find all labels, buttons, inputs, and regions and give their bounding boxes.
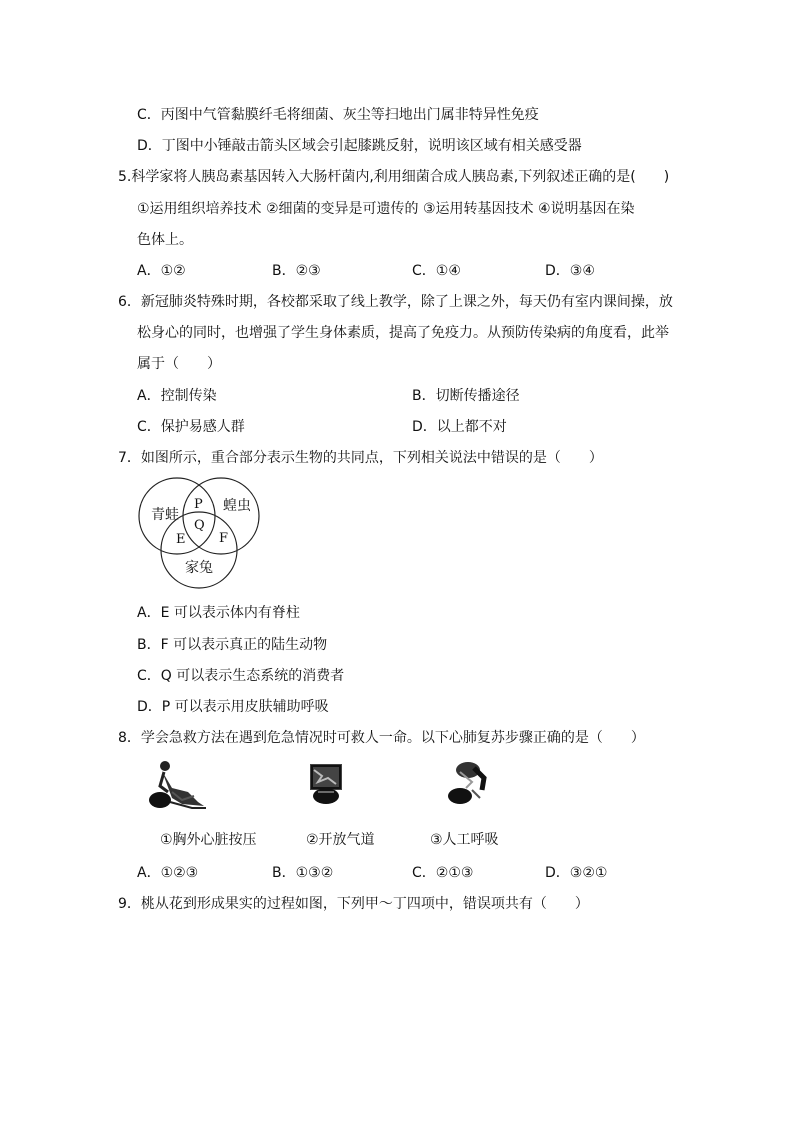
q6-option-c: C．保护易感人群 xyxy=(137,419,245,435)
cpr-open-airway-image xyxy=(306,762,346,806)
venn-region-f: F xyxy=(219,531,229,546)
q5-option-a: A．①② xyxy=(137,263,186,279)
venn-label-frog: 青蛙 xyxy=(151,507,179,523)
cpr-caption-3: ③人工呼吸 xyxy=(430,832,499,848)
venn-region-p: P xyxy=(194,497,203,512)
q7-option-b: B．F 可以表示真正的陆生动物 xyxy=(137,637,328,653)
q6-option-a: A．控制传染 xyxy=(137,388,217,404)
q5-line-2: ①运用组织培养技术 ②细菌的变异是可遗传的 ③运用转基因技术 ④说明基因在染 xyxy=(137,201,635,217)
q6-line-3: 属于（ ） xyxy=(137,356,221,372)
q7-option-d: D．P 可以表示用皮肤辅助呼吸 xyxy=(137,699,329,715)
q6-option-d: D．以上都不对 xyxy=(412,419,507,435)
q8-option-b: B．①③② xyxy=(272,865,334,881)
q5-option-c: C．①④ xyxy=(412,263,461,279)
q9-stem: 9．桃从花到形成果实的过程如图，下列甲～丁四项中，错误项共有（ ） xyxy=(118,896,589,912)
q5-stem: 5.科学家将人胰岛素基因转入大肠杆菌内,利用细菌合成人胰岛素,下列叙述正确的是( ) xyxy=(118,169,670,185)
q4-option-d: D．丁图中小锤敲击箭头区域会引起膝跳反射，说明该区域有相关感受器 xyxy=(137,138,582,154)
q7-option-c: C．Q 可以表示生态系统的消费者 xyxy=(137,668,345,684)
q5-option-b: B．②③ xyxy=(272,263,321,279)
q7-stem: 7．如图所示，重合部分表示生物的共同点，下列相关说法中错误的是（ ） xyxy=(118,450,603,466)
cpr-caption-2: ②开放气道 xyxy=(306,832,375,848)
cpr-chest-compression-image xyxy=(142,758,210,810)
cpr-caption-1: ①胸外心脏按压 xyxy=(160,832,257,848)
q7-option-a: A．E 可以表示体内有脊柱 xyxy=(137,605,300,621)
venn-diagram xyxy=(135,474,270,592)
q8-option-d: D．③②① xyxy=(545,865,608,881)
q6-line-2: 松身心的同时，也增强了学生身体素质，提高了免疫力。从预防传染病的角度看，此举 xyxy=(137,325,669,341)
q5-line-3: 色体上。 xyxy=(137,232,193,248)
q6-stem: 6．新冠肺炎特殊时期，各校都采取了线上教学，除了上课之外，每天仍有室内课间操，放 xyxy=(118,294,673,310)
q8-option-a: A．①②③ xyxy=(137,865,199,881)
venn-label-locust: 蝗虫 xyxy=(223,498,251,514)
q8-stem: 8．学会急救方法在遇到危急情况时可救人一命。以下心肺复苏步骤正确的是（ ） xyxy=(118,730,645,746)
venn-region-e: E xyxy=(176,532,186,547)
q8-option-c: C．②①③ xyxy=(412,865,474,881)
q6-option-b: B．切断传播途径 xyxy=(412,388,520,404)
q5-option-d: D．③④ xyxy=(545,263,595,279)
q4-option-c: C．丙图中气管黏膜纤毛将细菌、灰尘等扫地出门属非特异性免疫 xyxy=(137,107,539,123)
venn-region-q: Q xyxy=(194,518,205,533)
cpr-rescue-breathing-image xyxy=(446,760,488,806)
venn-label-rabbit: 家兔 xyxy=(185,560,213,576)
